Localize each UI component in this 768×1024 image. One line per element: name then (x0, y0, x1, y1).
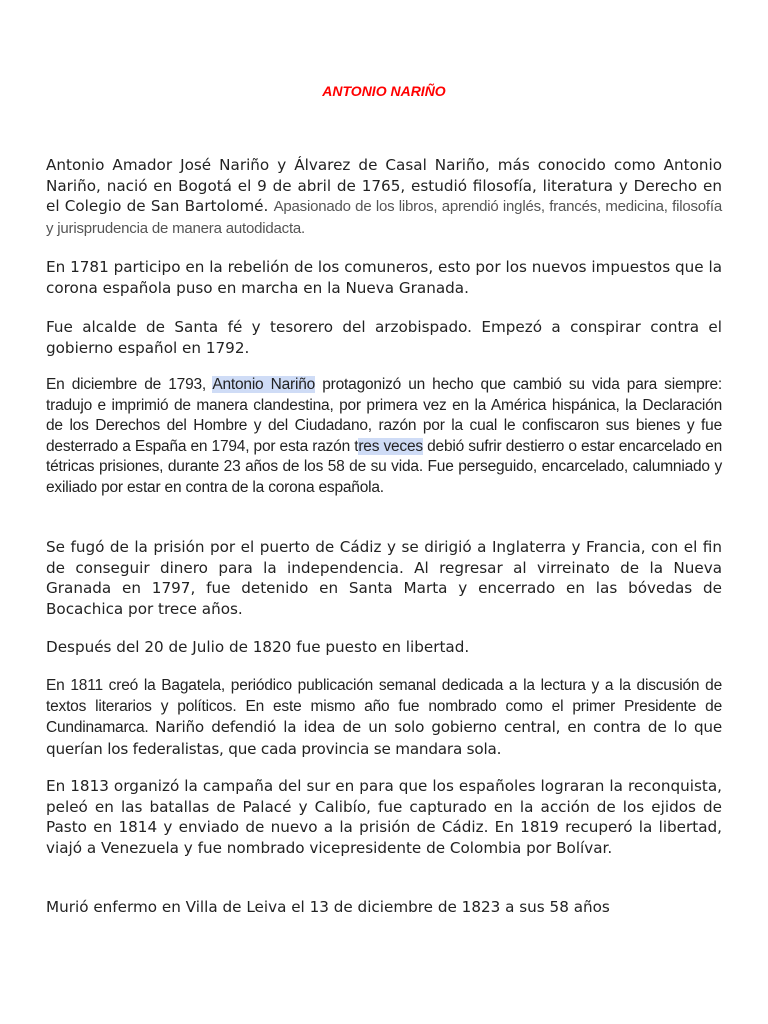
highlighted-phrase: res veces (358, 437, 423, 455)
paragraph-4-part-c: debió sufrir destierro o estar encarcelado en tétricas prisiones, durante 23 años de los 58 de su vida. Fue perseguido, encarcelado, calumniado y exiliado por estar en contra de la corona española. (46, 437, 722, 496)
paragraph-7 (46, 676, 722, 760)
paragraph-4-part-b: protagonizó un hecho que cambió su vida para siempre: tradujo e imprimió de manera clandestina, por primera vez en la América hispánica, la Declaración de los Derechos del Hombre y del Ciudadano, razón por la cual le confiscaron sus bienes y fue desterrado a España en 1794, por esta razón t (46, 376, 722, 455)
paragraph-2: En 1781 participo en la rebelión de los comuneros, esto por los nuevos impuestos que la corona española puso en marcha en la Nueva Granada. (46, 258, 722, 297)
paragraph-7-part-b: Nariño defendió la idea de un solo gobierno central, en contra de lo que querían los federalistas, que cada provincia se mandara sola. (46, 718, 722, 758)
paragraph-1 (46, 155, 722, 239)
paragraph-8: En 1813 organizó la campaña del sur en para que los españoles lograran la reconquista, peleó en las batallas de Palacé y Calibío, fue capturado en la acción de los ejidos de Pasto en 1814 y enviado de nuevo a la prisión de Cádiz. En 1819 recuperó la libertad, viajó a Venezuela y fue nombrado vicepresidente de Colombia por Bolívar. (46, 777, 722, 857)
paragraph-5: Se fugó de la prisión por el puerto de Cádiz y se dirigió a Inglaterra y Francia, con el fin de conseguir dinero para la independencia. Al regresar al virreinato de la Nueva Granada en 1797, fue detenido en Santa Marta y encerrado en las bóvedas de Bocachica por trece años. (46, 538, 722, 618)
document-title: ANTONIO NARIÑO (322, 83, 446, 99)
paragraph-1-tail: Apasionado de los libros, aprendió inglés, francés, medicina, filosofía y jurisprudencia de manera autodidacta. (46, 198, 723, 237)
paragraph-3: Fue alcalde de Santa fé y tesorero del arzobispado. Empezó a conspirar contra el gobierno español en 1792. (46, 318, 722, 357)
paragraph-7-part-a: En 1811 creó la Bagatela, periódico publicación semanal dedicada a la lectura y a la discusión de textos literarios y políticos. En este mismo año fue nombrado como el primer Presidente de Cundinamarca. (46, 677, 722, 736)
highlighted-name: Antonio Nariño (212, 376, 316, 393)
paragraph-6: Después del 20 de Julio de 1820 fue puesto en libertad. (46, 638, 470, 656)
paragraph-1-main: Antonio Amador José Nariño y Álvarez de Casal Nariño, más conocido como Antonio Nariño, nació en Bogotá el 9 de abril de 1765, estudió filosofía, literatura y Derecho en el Colegio de San Bartolomé. (46, 156, 722, 215)
paragraph-9: Murió enfermo en Villa de Leiva el 13 de diciembre de 1823 a sus 58 años (46, 898, 610, 916)
paragraph-4 (46, 375, 722, 498)
paragraph-4-part-a: En diciembre de 1793, (46, 376, 213, 393)
